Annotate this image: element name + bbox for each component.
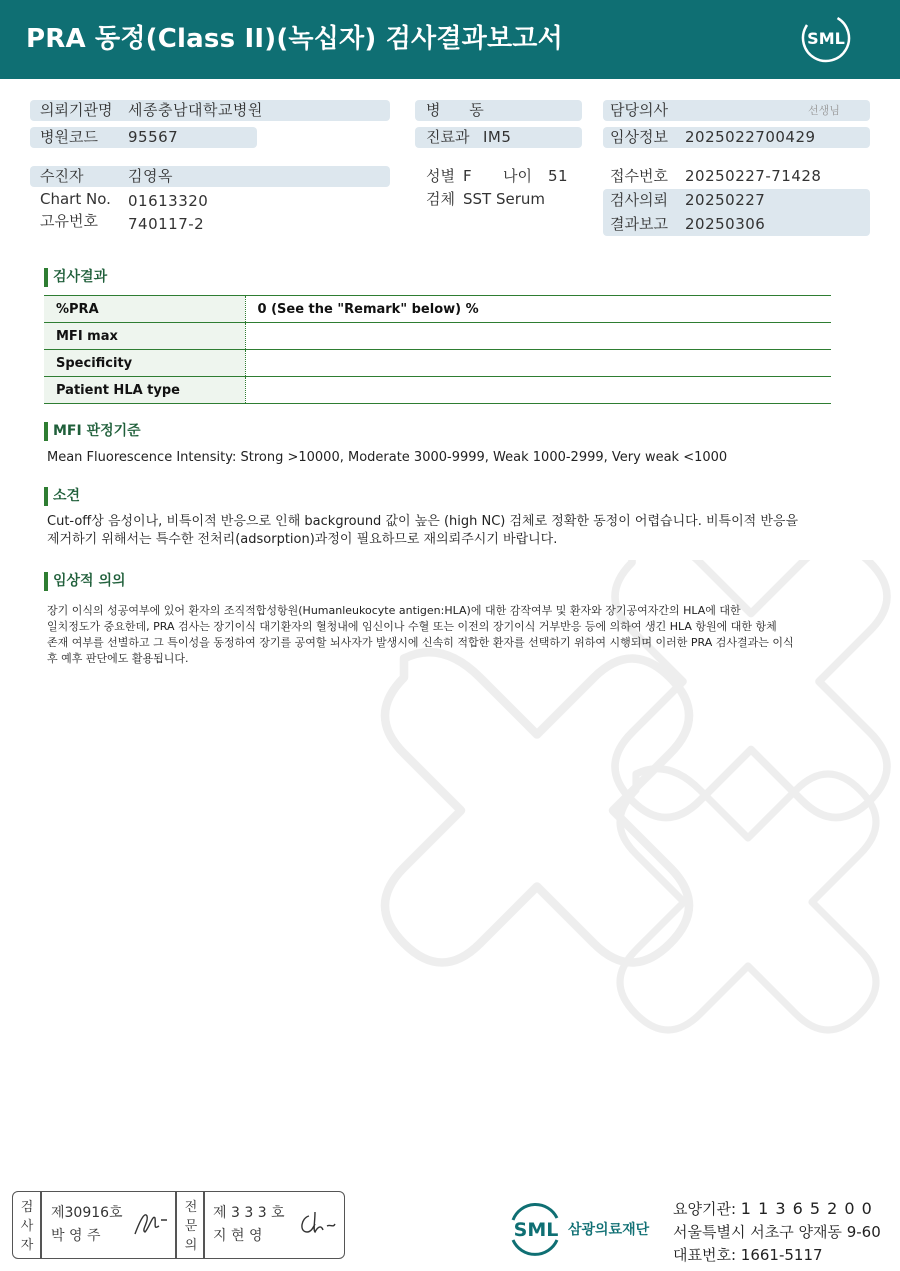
specimen-label: 검체	[426, 190, 455, 208]
clinical-line-2: 일치정도가 중요한데, PRA 검사는 장기이식 대기환자의 혈청내에 임신이나 수혈 또는 이전의 장기이식 거부반응 등에 의하여 생긴 HLA 항원에 대한 항체	[47, 620, 777, 633]
receipt-no-value: 20250227-71428	[685, 167, 822, 185]
chart-no-value: 01613320	[128, 192, 209, 210]
receipt-no-label: 접수번호	[610, 167, 668, 185]
examiner-name: 박 영 주	[51, 1228, 101, 1244]
department-value: IM5	[483, 128, 512, 146]
sml-logo	[800, 12, 852, 64]
result-key: Patient HLA type	[44, 377, 245, 404]
specialist-label: 전 문 의	[184, 1200, 198, 1253]
report-header	[0, 0, 900, 79]
patient-label: 수진자	[40, 167, 84, 185]
info-bar-patient	[30, 166, 390, 187]
remark-line-2: 제거하기 위해서는 특수한 전처리(adsorption)과정이 필요하므로 재의뢰주시기 바랍니다.	[47, 532, 558, 547]
table-row	[44, 296, 831, 323]
signature-box	[12, 1191, 345, 1259]
org-name: 삼광의료재단	[568, 1222, 650, 1238]
hospital-code-label: 병원코드	[40, 128, 98, 146]
examiner-label: 검 사 자	[20, 1200, 34, 1253]
result-value	[245, 323, 831, 350]
sex-value: F	[463, 167, 473, 185]
specialist-name: 지 현 영	[213, 1228, 263, 1244]
care-institution-label: 요양기관:	[673, 1200, 737, 1218]
result-value: 0 (See the "Remark" below) %	[245, 296, 831, 323]
org-address: 서울특별시 서초구 양재동 9-60	[673, 1223, 881, 1241]
mfi-section-title: MFI 판정기준	[44, 421, 141, 441]
unique-no-label: 고유번호	[40, 212, 98, 230]
examiner-signature	[131, 1208, 171, 1240]
mfi-text: Mean Fluorescence Intensity: Strong >10000, Moderate 3000-9999, Weak 1000-2999, Very weak <1000	[47, 450, 728, 465]
table-row	[44, 323, 831, 350]
report-date-label: 결과보고	[610, 215, 668, 233]
phone-label: 대표번호:	[673, 1246, 737, 1264]
results-section-title: 검사결과	[44, 267, 107, 287]
result-key: Specificity	[44, 350, 245, 377]
request-date-value: 20250227	[685, 191, 766, 209]
clinical-info-label: 임상정보	[610, 128, 668, 146]
department-label: 진료과	[426, 128, 470, 146]
institution-value: 세종충남대학교병원	[128, 101, 263, 119]
patient-value: 김영옥	[128, 167, 173, 185]
specialist-no: 제 3 3 3 호	[213, 1205, 285, 1221]
specialist-signature	[295, 1208, 339, 1240]
results-table	[44, 295, 831, 404]
doctor-suffix: 선생님	[808, 104, 840, 117]
clinical-line-4: 후 예후 판단에도 활용됩니다.	[47, 652, 189, 665]
report-date-value: 20250306	[685, 215, 766, 233]
result-value	[245, 350, 831, 377]
age-label: 나이	[503, 167, 532, 185]
svg-text:SML: SML	[513, 1219, 559, 1241]
clinical-line-1: 장기 이식의 성공여부에 있어 환자의 조직적합성항원(Humanleukocyte antigen:HLA)에 대한 감작여부 및 환자와 장기공여자간의 HLA에 대한	[47, 604, 741, 617]
table-row	[44, 377, 831, 404]
care-institution	[673, 1198, 873, 1219]
result-key: MFI max	[44, 323, 245, 350]
phone-value: 1661-5117	[740, 1246, 823, 1264]
request-date-label: 검사의뢰	[610, 191, 668, 209]
table-row	[44, 350, 831, 377]
remark-section-title: 소견	[44, 486, 80, 506]
examiner-no: 제30916호	[51, 1205, 123, 1221]
chart-no-label: Chart No.	[40, 190, 111, 208]
report-title: PRA 동정(Class II)(녹십자) 검사결과보고서	[26, 24, 563, 54]
result-value	[245, 377, 831, 404]
age-value: 51	[548, 167, 569, 185]
clinical-section-title: 임상적 의의	[44, 571, 126, 591]
clinical-info-value: 2025022700429	[685, 128, 816, 146]
org-phone	[673, 1244, 823, 1265]
clinical-line-3: 존재 여부를 선별하고 그 특이성을 동정하여 장기를 공여할 뇌사자가 발생시에 신속히 적합한 환자를 선택하기 위하여 시행되며 이러한 PRA 검사결과는 이식	[47, 636, 794, 649]
specimen-value: SST Serum	[463, 190, 546, 208]
sex-label: 성별	[426, 167, 455, 185]
care-institution-no: 1 1 3 6 5 2 0 0	[740, 1199, 873, 1218]
institution-label: 의뢰기관명	[40, 101, 113, 119]
svg-text:SML: SML	[807, 29, 845, 48]
org-logo	[505, 1200, 565, 1258]
doctor-label: 담당의사	[610, 101, 668, 119]
ward-label: 병 동	[426, 101, 496, 119]
hospital-code-value: 95567	[128, 128, 179, 146]
remark-line-1: Cut-off상 음성이나, 비특이적 반응으로 인해 background 값이 높은 (high NC) 검체로 정확한 동정이 어렵습니다. 비특이적 반응을	[47, 514, 799, 529]
result-key: %PRA	[44, 296, 245, 323]
unique-no-value: 740117-2	[128, 215, 205, 233]
